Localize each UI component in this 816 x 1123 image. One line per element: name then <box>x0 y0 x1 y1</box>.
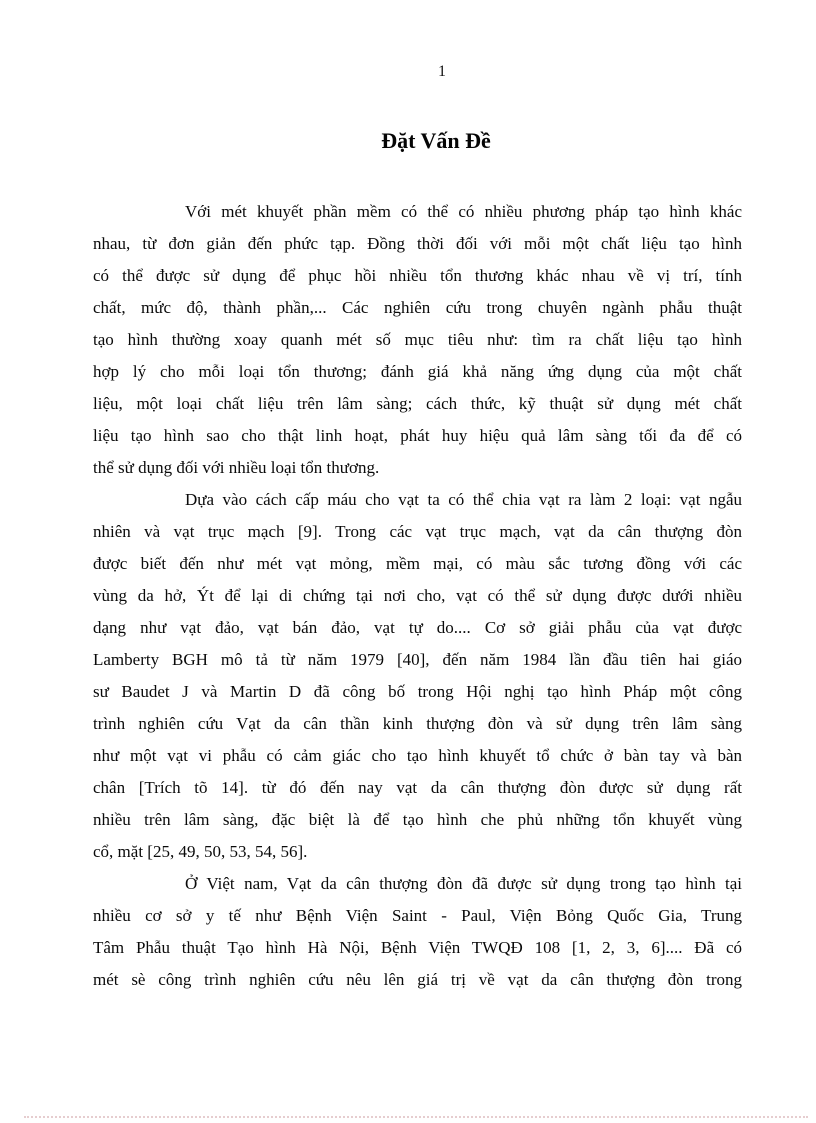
text-line: nhiều cơ sở y tế như Bệnh Viện Saint - Paul, Viện Bỏng Quốc Gia, Trung <box>93 906 742 925</box>
paragraph-1 <box>93 196 742 484</box>
text-line: nhau, từ đơn giản đến phức tạp. Đồng thời đối với mỗi một chất liệu tạo hình <box>93 234 742 253</box>
text-line: trình nghiên cứu Vạt da cân thần kinh thượng đòn và sử dụng trên lâm sàng <box>93 714 742 733</box>
body-text <box>93 196 742 996</box>
text-line: nhiều trên lâm sàng, đặc biệt là để tạo hình che phủ những tổn khuyết vùng <box>93 810 742 829</box>
text-line: vùng da hở, Ýt để lại di chứng tại nơi cho, vạt có thể sử dụng được dưới nhiều <box>93 586 742 605</box>
text-line: chân [Trích tõ 14]. từ đó đến nay vạt da cân thượng đòn được sử dụng rất <box>93 778 742 797</box>
text-line: liệu tạo hình sao cho thật linh hoạt, phát huy hiệu quả lâm sàng tối đa để có <box>93 426 742 445</box>
text-line: hợp lý cho mỗi loại tổn thương; đánh giá khả năng ứng dụng của một chất <box>93 362 742 381</box>
text-line: Ở Việt nam, Vạt da cân thượng đòn đã được sử dụng trong tạo hình tại <box>185 874 742 893</box>
text-line: mét sè công trình nghiên cứu nêu lên giá trị về vạt da cân thượng đòn trong <box>93 970 742 989</box>
text-line: thể sử dụng đối với nhiều loại tổn thương. <box>93 458 380 477</box>
text-line: Với mét khuyết phần mềm có thể có nhiều phương pháp tạo hình khác <box>185 202 742 221</box>
text-line: Tâm Phẫu thuật Tạo hình Hà Nội, Bệnh Viện TWQĐ 108 [1, 2, 3, 6].... Đã có <box>93 938 742 957</box>
paragraph-2 <box>93 484 742 868</box>
text-line: tạo hình thường xoay quanh mét số mục tiêu như: tìm ra chất liệu tạo hình <box>93 330 742 349</box>
text-line: sư Baudet J và Martin D đã công bố trong Hội nghị tạo hình Pháp một công <box>93 682 742 701</box>
text-line: liệu, một loại chất liệu trên lâm sàng; cách thức, kỹ thuật sử dụng mét chất <box>93 394 742 413</box>
text-line: nhiên và vạt trục mạch [9]. Trong các vạt trục mạch, vạt da cân thượng đòn <box>93 522 742 541</box>
page-number: 1 <box>438 63 446 80</box>
text-line: có thể được sử dụng để phục hồi nhiều tổn thương khác nhau về vị trí, tính <box>93 266 742 285</box>
text-line: như một vạt vi phẫu có cảm giác cho tạo hình khuyết tổ chức ở bàn tay và bàn <box>93 746 742 765</box>
text-line: dạng như vạt đảo, vạt bán đảo, vạt tự do.... Cơ sở giải phẫu của vạt được <box>93 618 742 637</box>
text-line: Lamberty BGH mô tả từ năm 1979 [40], đến năm 1984 lần đầu tiên hai giáo <box>93 650 742 669</box>
paragraph-3 <box>93 868 742 996</box>
text-line: Dựa vào cách cấp máu cho vạt ta có thể chia vạt ra làm 2 loại: vạt ngẫu <box>185 490 742 509</box>
text-line: được biết đến như mét vạt mỏng, mềm mại, có màu sắc tương đồng với các <box>93 554 742 573</box>
page-title: Đặt Vấn Đề <box>381 128 491 153</box>
text-line: cổ, mặt [25, 49, 50, 53, 54, 56]. <box>93 842 308 861</box>
footer-dotted-line <box>24 1116 808 1118</box>
text-line: chất, mức độ, thành phần,... Các nghiên cứu trong chuyên ngành phẫu thuật <box>93 298 742 317</box>
